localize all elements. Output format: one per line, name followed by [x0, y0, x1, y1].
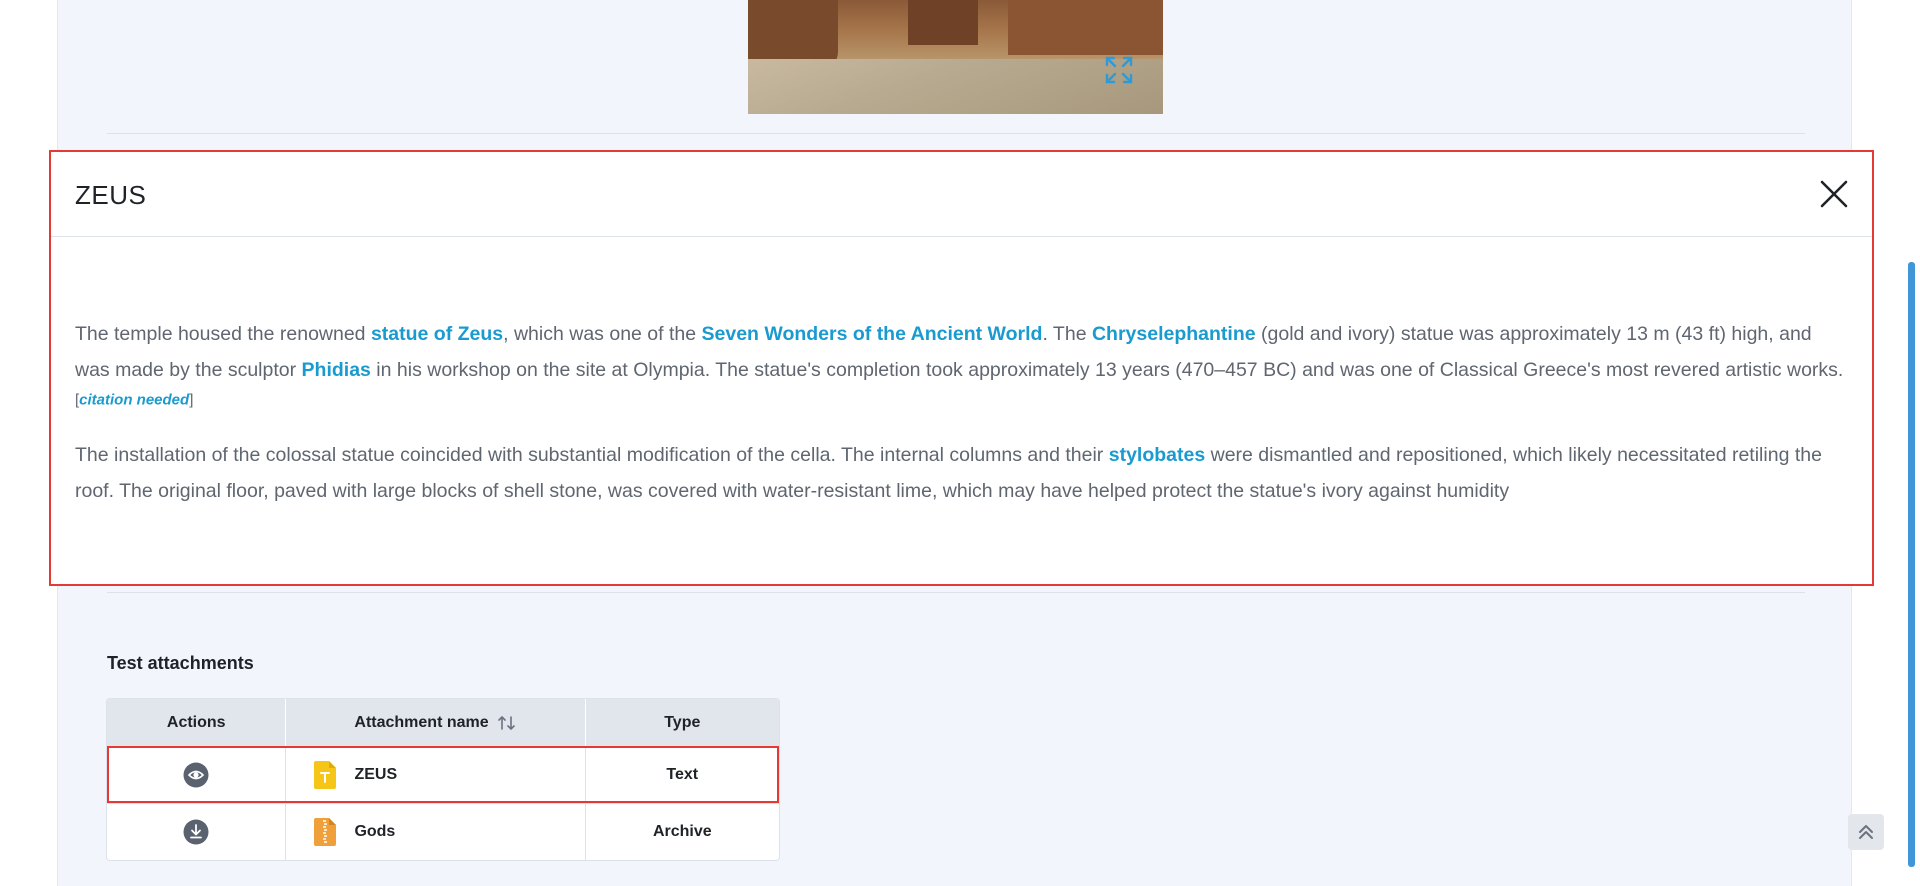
column-header-name[interactable]	[286, 699, 585, 746]
type-cell: Text	[666, 766, 699, 783]
close-icon[interactable]	[1820, 180, 1848, 208]
modal-header	[51, 152, 1872, 237]
page-scrollbar[interactable]	[1908, 262, 1915, 867]
paragraph: The installation of the colossal statue coincided with substantial modification of the cella. The internal columns and their stylobates were dismantled and repositioned, which likely necessitated retiling the roof. The original floor, paved with large blocks of shell stone, was covered with water-resistant lime, which may have helped protect the statue's ivory against humidity	[75, 444, 1822, 502]
name-cell	[286, 804, 585, 860]
table-row[interactable]	[107, 803, 779, 860]
column-header-label: Attachment name	[354, 713, 489, 731]
attachment-name: Gods	[354, 823, 396, 840]
citation-needed-link[interactable]: citation needed	[79, 391, 190, 409]
table-row[interactable]	[107, 746, 779, 803]
divider	[107, 592, 1805, 593]
text-file-icon	[314, 761, 336, 789]
divider	[107, 133, 1805, 134]
actions-cell	[107, 747, 286, 803]
archive-file-icon	[314, 818, 336, 846]
citation: [citation needed]	[75, 391, 194, 409]
modal-body	[51, 316, 1872, 509]
attachment-name: ZEUS	[354, 766, 398, 783]
scroll-to-top-button[interactable]	[1848, 814, 1884, 850]
text-preview-modal	[49, 150, 1874, 586]
double-chevron-up-icon	[1857, 822, 1875, 842]
eye-icon[interactable]	[183, 762, 209, 788]
name-cell	[286, 747, 585, 803]
column-header-actions: Actions	[107, 699, 286, 746]
link-stylobates[interactable]: stylobates	[1108, 444, 1206, 466]
link-statue-of-zeus[interactable]: statue of Zeus	[370, 323, 504, 345]
type-cell: Archive	[652, 823, 712, 840]
column-header-type: Type	[664, 713, 701, 731]
sort-icon[interactable]	[497, 715, 517, 731]
actions-cell	[107, 804, 286, 860]
download-icon[interactable]	[183, 819, 209, 845]
link-chryselephantine[interactable]: Chryselephantine	[1091, 323, 1256, 345]
table-header	[107, 699, 779, 746]
temple-image[interactable]	[748, 0, 1163, 114]
modal-title: ZEUS	[75, 180, 147, 210]
link-phidias[interactable]: Phidias	[301, 359, 371, 381]
expand-icon[interactable]	[1104, 55, 1134, 85]
attachments-table	[106, 698, 780, 861]
paragraph: The temple housed the renowned statue of Zeus, which was one of the Seven Wonders of the Ancient World. The Chryselephantine (gold and ivory) statue was approximately 13 m (43 ft) high, and was made by the sculptor Phidias in his workshop on the site at Olympia. The statue's completion took approximately 13 years (470–457 BC) and was one of Classical Greece's most revered artistic works.[citation needed]	[75, 323, 1844, 409]
link-seven-wonders[interactable]: Seven Wonders of the Ancient World	[701, 323, 1043, 345]
attachments-title: Test attachments	[107, 653, 254, 673]
